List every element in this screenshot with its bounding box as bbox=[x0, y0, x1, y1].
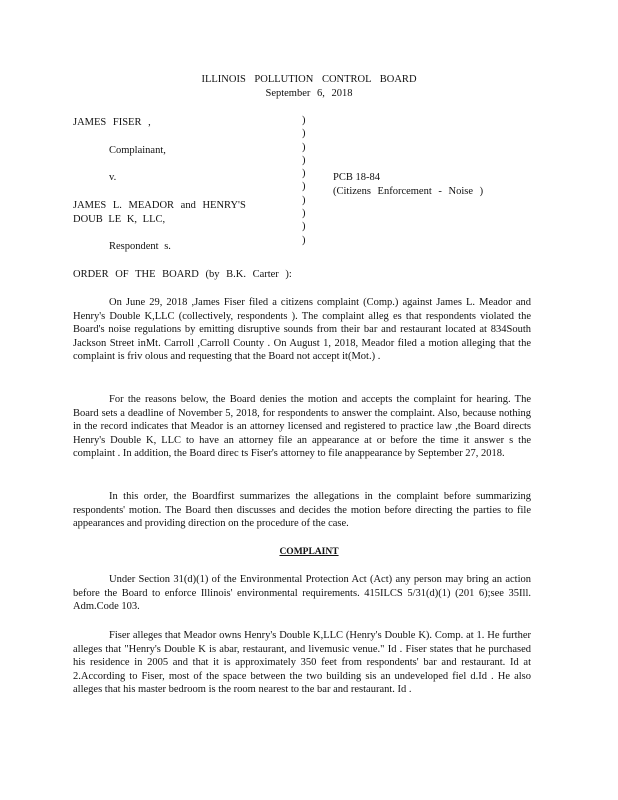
caption-paren: ) bbox=[302, 234, 306, 246]
order-date: September 6, 2018 bbox=[265, 88, 353, 99]
caption-paren: ) bbox=[302, 208, 306, 220]
respondent-line-1: JAMES L. MEADOR and HENRY'S bbox=[73, 200, 246, 211]
versus: v. bbox=[109, 172, 117, 183]
paragraph-text: Fiser alleges that Meador owns Henry's Double K,LLC (Henry's Double K). Comp. at 1. He further alleges that "Henry's Double K is abar, restaurant, and livemusic venue." Id . Fiser states that he purchased his residence in 2005 and that it is approximately 350 feet from respondents' bar and restaurant. Id at 2.According to Fiser, most of the space between the two building sis an undeveloped fiel d.Id . He also alleges that his master bedroom is the room nearest to the bar and restaurant. Id . bbox=[73, 630, 531, 696]
caption-paren: ) bbox=[302, 181, 306, 193]
caption-paren: ) bbox=[302, 128, 306, 140]
paragraph-text: For the reasons below, the Board denies the motion and accepts the complaint for hearing. The Board sets a deadline of November 5, 2018, for respondents to answer the complaint. Also, because nothing in the record indicates that Meador is an attorney licensed and registered to practice law ,the Board directs Henry's Double K, LLC to have an attorney file an appearance at or before the time it answer s the complaint . In addition, the Board direc ts Fiser's attorney to file anappearance by September 27, 2018. bbox=[73, 394, 531, 460]
heading-text: COMPLAINT bbox=[279, 547, 339, 557]
caption-paren: ) bbox=[302, 194, 306, 206]
paragraph-section-31 bbox=[73, 573, 531, 614]
case-type: (Citizens Enforcement - Noise ) bbox=[333, 186, 484, 197]
complainant-role: Complainant, bbox=[109, 145, 166, 156]
caption-paren: ) bbox=[302, 141, 306, 153]
caption-parens bbox=[302, 114, 306, 247]
board-title: ILLINOIS POLLUTION CONTROL BOARD bbox=[201, 74, 417, 85]
caption-paren: ) bbox=[302, 221, 306, 233]
respondent-role: Respondent s. bbox=[109, 241, 171, 252]
complainant-name: JAMES FISER , bbox=[73, 117, 151, 128]
respondent-line-2: DOUB LE K, LLC, bbox=[73, 214, 166, 225]
paragraph-allegations bbox=[73, 629, 531, 697]
section-heading-complaint bbox=[0, 545, 618, 560]
paragraph-text: In this order, the Boardfirst summarizes the allegations in the complaint before summarizing respondents' motion. The Board then discusses and decides the motion before directing the parties to file appearances and providing direction on the procedure of the case. bbox=[73, 491, 531, 530]
caption-paren: ) bbox=[302, 154, 306, 166]
order-author-line: ORDER OF THE BOARD (by B.K. Carter ): bbox=[73, 269, 292, 280]
paragraph-intro bbox=[73, 296, 531, 364]
caption-paren: ) bbox=[302, 115, 306, 126]
paragraph-text: Under Section 31(d)(1) of the Environmental Protection Act (Act) any person may bring an action before the Board to enforce Illinois' environmental requirements. 415ILCS 5/31(d)(1) (201 6);see 35Ill. Adm.Code 103. bbox=[73, 574, 531, 613]
paragraph-text: On June 29, 2018 ,James Fiser filed a citizens complaint (Comp.) against James L. Meador and Henry's Double K,LLC (collectively, respondents ). The complaint alleg es that respondents violated the Board's noise regulations by emitting disruptive sounds from their bar and restaurant located at 834South Jackson Street inMt. Carroll ,Carroll County . On August 1, 2018, Meador filed a motion alleging that the complaint is friv olous and requesting that the Board not accept it(Mot.) . bbox=[73, 297, 531, 363]
paragraph-summary bbox=[73, 393, 531, 461]
paragraph-outline bbox=[73, 490, 531, 531]
caption-paren: ) bbox=[302, 168, 306, 180]
case-number: PCB 18-84 bbox=[333, 172, 380, 183]
